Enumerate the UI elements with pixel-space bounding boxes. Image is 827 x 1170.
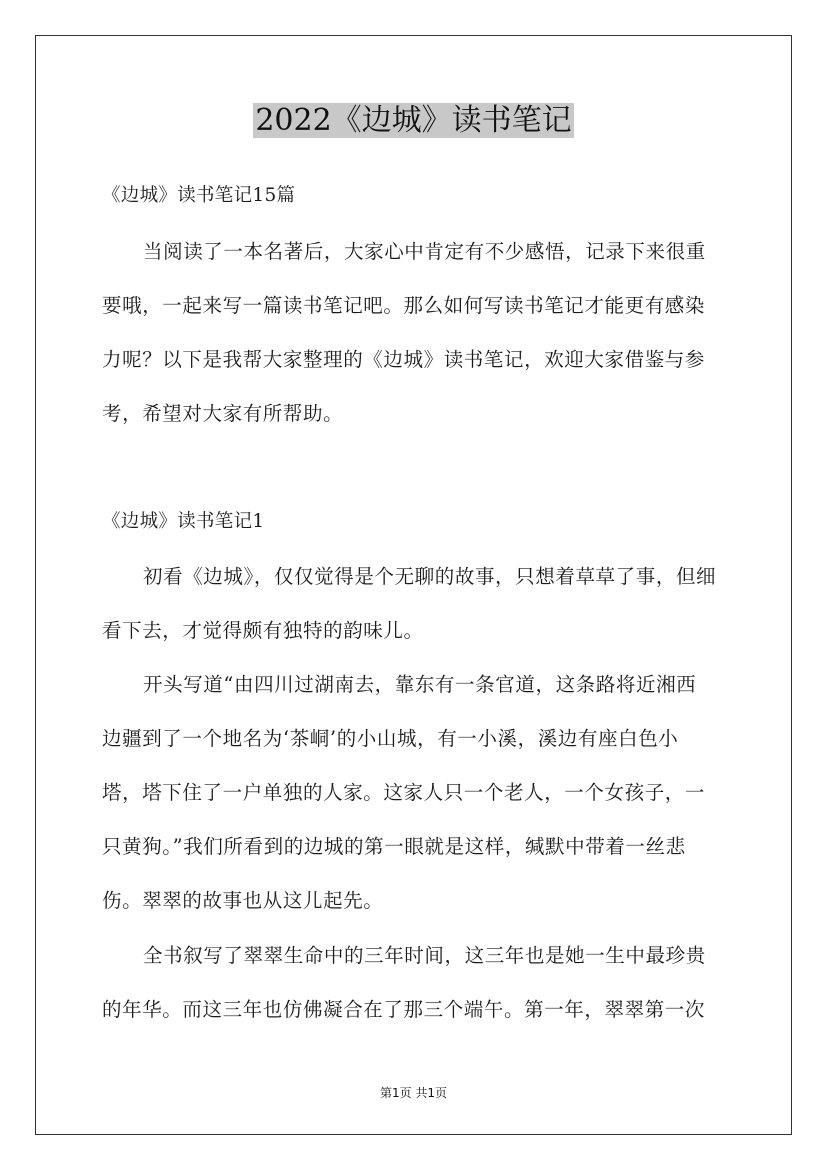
intro-line: 考，希望对大家有所帮助。 (102, 402, 344, 425)
intro-line: 力呢？以下是我帮大家整理的《边城》读书笔记，欢迎大家借鉴与参 (102, 348, 706, 371)
page-number-footer: 第1页 共1页 (379, 1086, 448, 1100)
paragraph-line: 只黄狗。”我们所看到的边城的第一眼就是这样，缄默中带着一丝悲 (102, 835, 686, 858)
paragraph-line: 看下去，才觉得颇有独特的韵味儿。 (102, 619, 424, 642)
paragraph-line: 塔，塔下住了一户单独的人家。这家人只一个老人，一个女孩子，一 (102, 781, 706, 804)
paragraph-line: 边疆到了一个地名为‘茶峒’的小山城，有一小溪，溪边有座白色小 (102, 727, 679, 750)
paragraph-line: 全书叙写了翠翠生命中的三年时间，这三年也是她一生中最珍贵 (143, 944, 706, 967)
paragraph-line: 的年华。而这三年也仿佛凝合在了那三个端午。第一年，翠翠第一次 (102, 998, 706, 1021)
paragraph-line: 初看《边城》，仅仅觉得是个无聊的故事，只想着草草了事，但细 (143, 565, 717, 588)
paragraph-line: 伤。翠翠的故事也从这儿起先。 (102, 889, 384, 912)
intro-line: 当阅读了一本名著后，大家心中肯定有不少感悟，记录下来很重 (143, 240, 706, 263)
paragraph-line: 开头写道“由四川过湖南去，靠东有一条官道，这条路将近湘西 (143, 673, 697, 696)
intro-line: 要哦，一起来写一篇读书笔记吧。那么如何写读书笔记才能更有感染 (102, 294, 706, 317)
document-title-wrap (0, 100, 827, 142)
document-title: 2022《边城》读书笔记 (255, 103, 572, 138)
collection-subtitle: 《边城》读书笔记15篇 (102, 185, 296, 206)
section-heading: 《边城》读书笔记1 (102, 511, 265, 532)
